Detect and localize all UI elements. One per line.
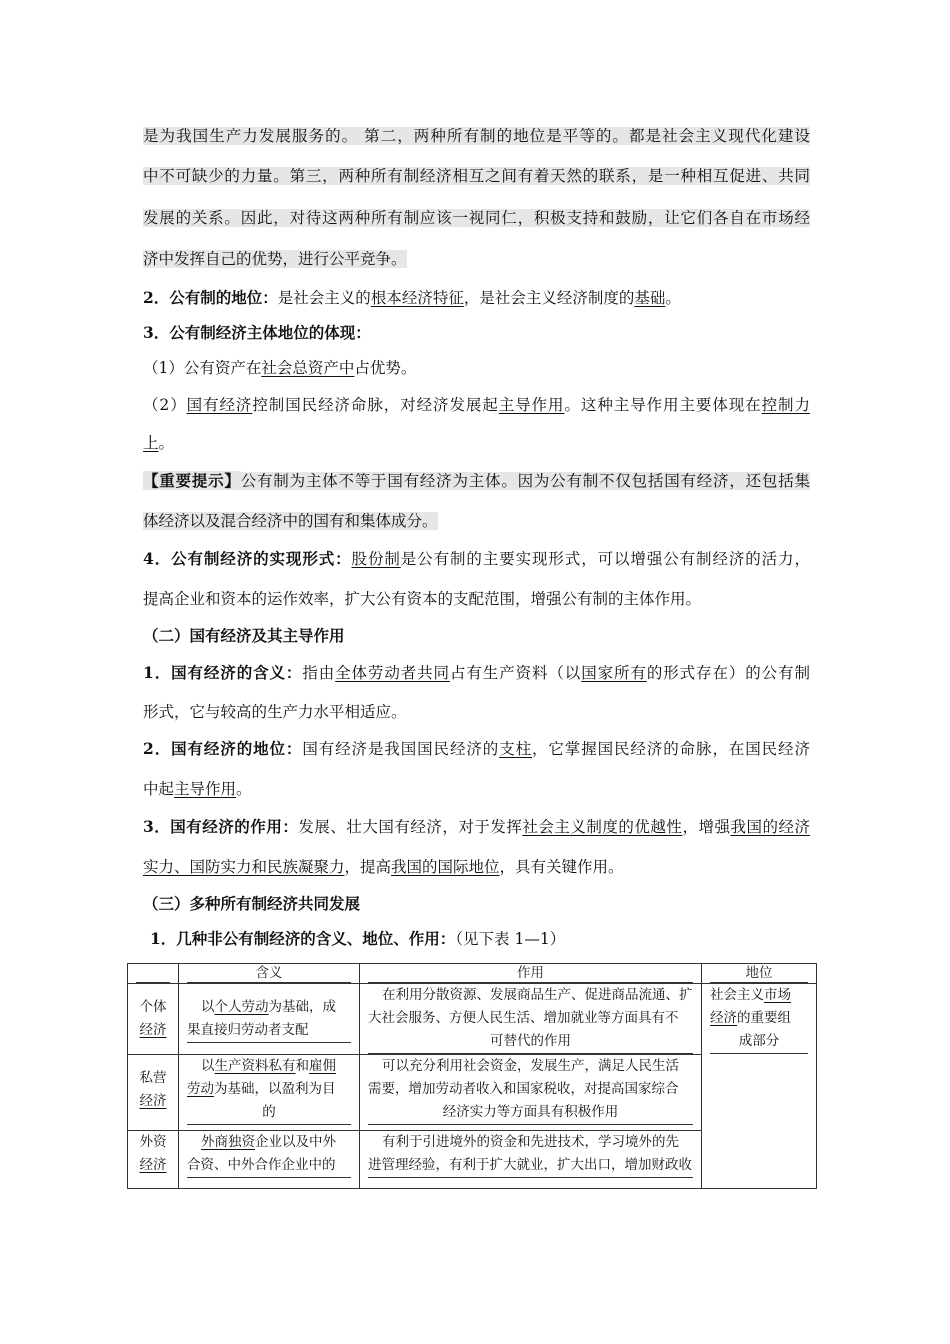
intro-line-1: 是为我国生产力发展服务的。 第二，两种所有制的地位是平等的。都是社会主义现代化建设 bbox=[143, 127, 810, 145]
header-cell-role: 作用 bbox=[360, 964, 702, 984]
role-cell: 可以充分利用社会资金，发展生产，满足人民生活 需要，增加劳动者收入和国家税收，对提高国家综合 经济实力等方面具有积极作用 bbox=[360, 1055, 702, 1131]
text: ，提高 bbox=[344, 858, 392, 876]
status-cell: 社会主义市场 经济的重要组 成部分 bbox=[702, 984, 817, 1189]
underlined-term: 实力、国防实力和民族凝聚力 bbox=[143, 858, 345, 876]
item-label: 4．公有制经济的实现形式： bbox=[143, 549, 352, 568]
important-tip-line-1 bbox=[143, 470, 810, 492]
underlined-term: 经济 bbox=[139, 1022, 167, 1038]
text: ，是社会主义经济制度的 bbox=[463, 289, 635, 307]
section-2-title: （二）国有经济及其主导作用 bbox=[143, 626, 345, 645]
item-4-line-2: 提高企业和资本的运作效率，扩大公有资本的支配范围，增强公有制的主体作用。 bbox=[143, 590, 702, 608]
text: ，它掌握国民经济的命脉，在国民经济 bbox=[532, 740, 810, 758]
underlined-term: 国有经济 bbox=[186, 396, 253, 414]
section-3-title: （三）多种所有制经济共同发展 bbox=[143, 894, 361, 913]
meaning-cell: 以个人劳动为基础，成 果直接归劳动者支配 bbox=[179, 984, 360, 1055]
underlined-term: 全体劳动者共同 bbox=[335, 664, 450, 682]
role-cell: 在利用分散资源、发展商品生产、促进商品流通、扩 大社会服务、方便人民生活、增加就业等方面具有不 可替代的作用 bbox=[360, 984, 702, 1055]
text: （1）公有资产在 bbox=[143, 359, 262, 377]
item-3-2-cont bbox=[143, 432, 810, 454]
text: 占优势。 bbox=[354, 359, 417, 377]
state-econ-role-line-2 bbox=[143, 856, 810, 878]
item-2-public-status bbox=[143, 287, 810, 309]
state-econ-role-line-1 bbox=[143, 816, 810, 838]
text: （2） bbox=[143, 396, 187, 414]
item-3-1 bbox=[143, 357, 810, 379]
meaning-cell: 以生产资料私有和雇佣 劳动为基础，以盈利为目 的 bbox=[179, 1055, 360, 1131]
underlined-term: 社会主义制度的优越性 bbox=[522, 818, 683, 836]
text: 的形式存在）的公有制 bbox=[646, 664, 810, 682]
text: 发展、壮大国有经济，对于发挥 bbox=[298, 818, 523, 836]
underlined-term: 国家所有 bbox=[581, 664, 647, 682]
table-row bbox=[128, 984, 817, 1055]
underlined-term: 社会总资产中 bbox=[261, 359, 355, 377]
state-econ-status-line-1 bbox=[143, 738, 810, 760]
item-3-heading: 3．公有制经济主体地位的体现： bbox=[143, 323, 371, 342]
text: 。这种主导作用主要体现在 bbox=[564, 396, 762, 414]
header-cell-meaning: 含义 bbox=[179, 964, 360, 984]
tip-label: 【重要提示】 bbox=[143, 471, 241, 490]
underlined-term: 我国的经济 bbox=[730, 818, 810, 836]
item-label: 1．几种非公有制经济的含义、地位、作用： bbox=[150, 929, 456, 948]
text: 控制国民经济命脉，对经济发展起 bbox=[252, 396, 499, 414]
text: 是社会主义的 bbox=[277, 289, 371, 307]
intro-line-4: 济中发挥自己的优势，进行公平竞争。 bbox=[143, 250, 407, 268]
table-reference: （见下表 1—1） bbox=[455, 930, 566, 948]
text: ，增强 bbox=[682, 818, 731, 836]
underlined-term: 基础 bbox=[634, 289, 666, 307]
item-label: 2．公有制的地位： bbox=[143, 288, 278, 307]
item-label: 2．国有经济的地位： bbox=[143, 739, 303, 758]
table-header-row bbox=[128, 964, 817, 984]
text: 中起 bbox=[143, 780, 175, 798]
type-cell bbox=[128, 984, 179, 1055]
text: 指由 bbox=[302, 664, 336, 682]
header-cell-type bbox=[128, 964, 179, 984]
type-cell: 外资 经济 bbox=[128, 1131, 179, 1189]
text: 个体 bbox=[139, 999, 167, 1015]
item-label: 3．国有经济的作用： bbox=[143, 817, 299, 836]
underlined-term: 控制力 bbox=[761, 396, 810, 414]
section-3-item-1 bbox=[150, 928, 810, 950]
tip-text: 公有制为主体不等于国有经济为主体。因为公有制不仅包括国有经济，还包括集 bbox=[240, 472, 810, 490]
underlined-term: 股份制 bbox=[351, 550, 401, 568]
role-cell: 有利于引进境外的资金和先进技术，学习境外的先 进管理经验，有利于扩大就业，扩大出口，增加财政收 bbox=[360, 1131, 702, 1189]
state-econ-status-line-2 bbox=[143, 778, 810, 800]
underlined-term: 根本经济特征 bbox=[370, 289, 464, 307]
text: 是公有制的主要实现形式，可以增强公有制经济的活力， bbox=[400, 550, 810, 568]
text: 占有生产资料（以 bbox=[449, 664, 582, 682]
text: 。 bbox=[236, 780, 252, 798]
important-tip-line-2 bbox=[143, 510, 810, 532]
item-label: 1．国有经济的含义： bbox=[143, 663, 303, 682]
underlined-term: 上 bbox=[143, 434, 159, 452]
item-3-2 bbox=[143, 394, 810, 416]
intro-line-3: 发展的关系。因此，对待这两种所有制应该一视同仁，积极支持和鼓励，让它们各自在市场经 bbox=[143, 209, 810, 227]
state-econ-meaning-line-1 bbox=[143, 662, 810, 684]
non-public-economy-table bbox=[127, 963, 817, 1189]
item-4-line-1 bbox=[143, 548, 810, 570]
type-cell: 私营 经济 bbox=[128, 1055, 179, 1131]
header-cell-status: 地位 bbox=[702, 964, 817, 984]
underlined-term: 支柱 bbox=[499, 740, 532, 758]
tip-text: 体经济以及混合经济中的国有和集体成分。 bbox=[143, 512, 438, 530]
text: 。 bbox=[665, 289, 681, 307]
underlined-term: 主导作用 bbox=[498, 396, 565, 414]
text: ，具有关键作用。 bbox=[499, 858, 624, 876]
text: 果直接归劳动者支配 bbox=[187, 1019, 351, 1043]
meaning-cell: 外商独资企业以及中外 合资、中外合作企业中的 bbox=[179, 1131, 360, 1189]
intro-line-2: 中不可缺少的力量。第三，两种所有制经济相互之间有着天然的联系，是一种相互促进、共同 bbox=[143, 167, 810, 185]
underlined-term: 主导作用 bbox=[174, 780, 237, 798]
text: 。 bbox=[158, 434, 175, 452]
state-econ-meaning-line-2: 形式，它与较高的生产力水平相适应。 bbox=[143, 703, 407, 721]
underlined-term: 我国的国际地位 bbox=[391, 858, 500, 876]
text: 国有经济是我国国民经济的 bbox=[302, 740, 500, 758]
